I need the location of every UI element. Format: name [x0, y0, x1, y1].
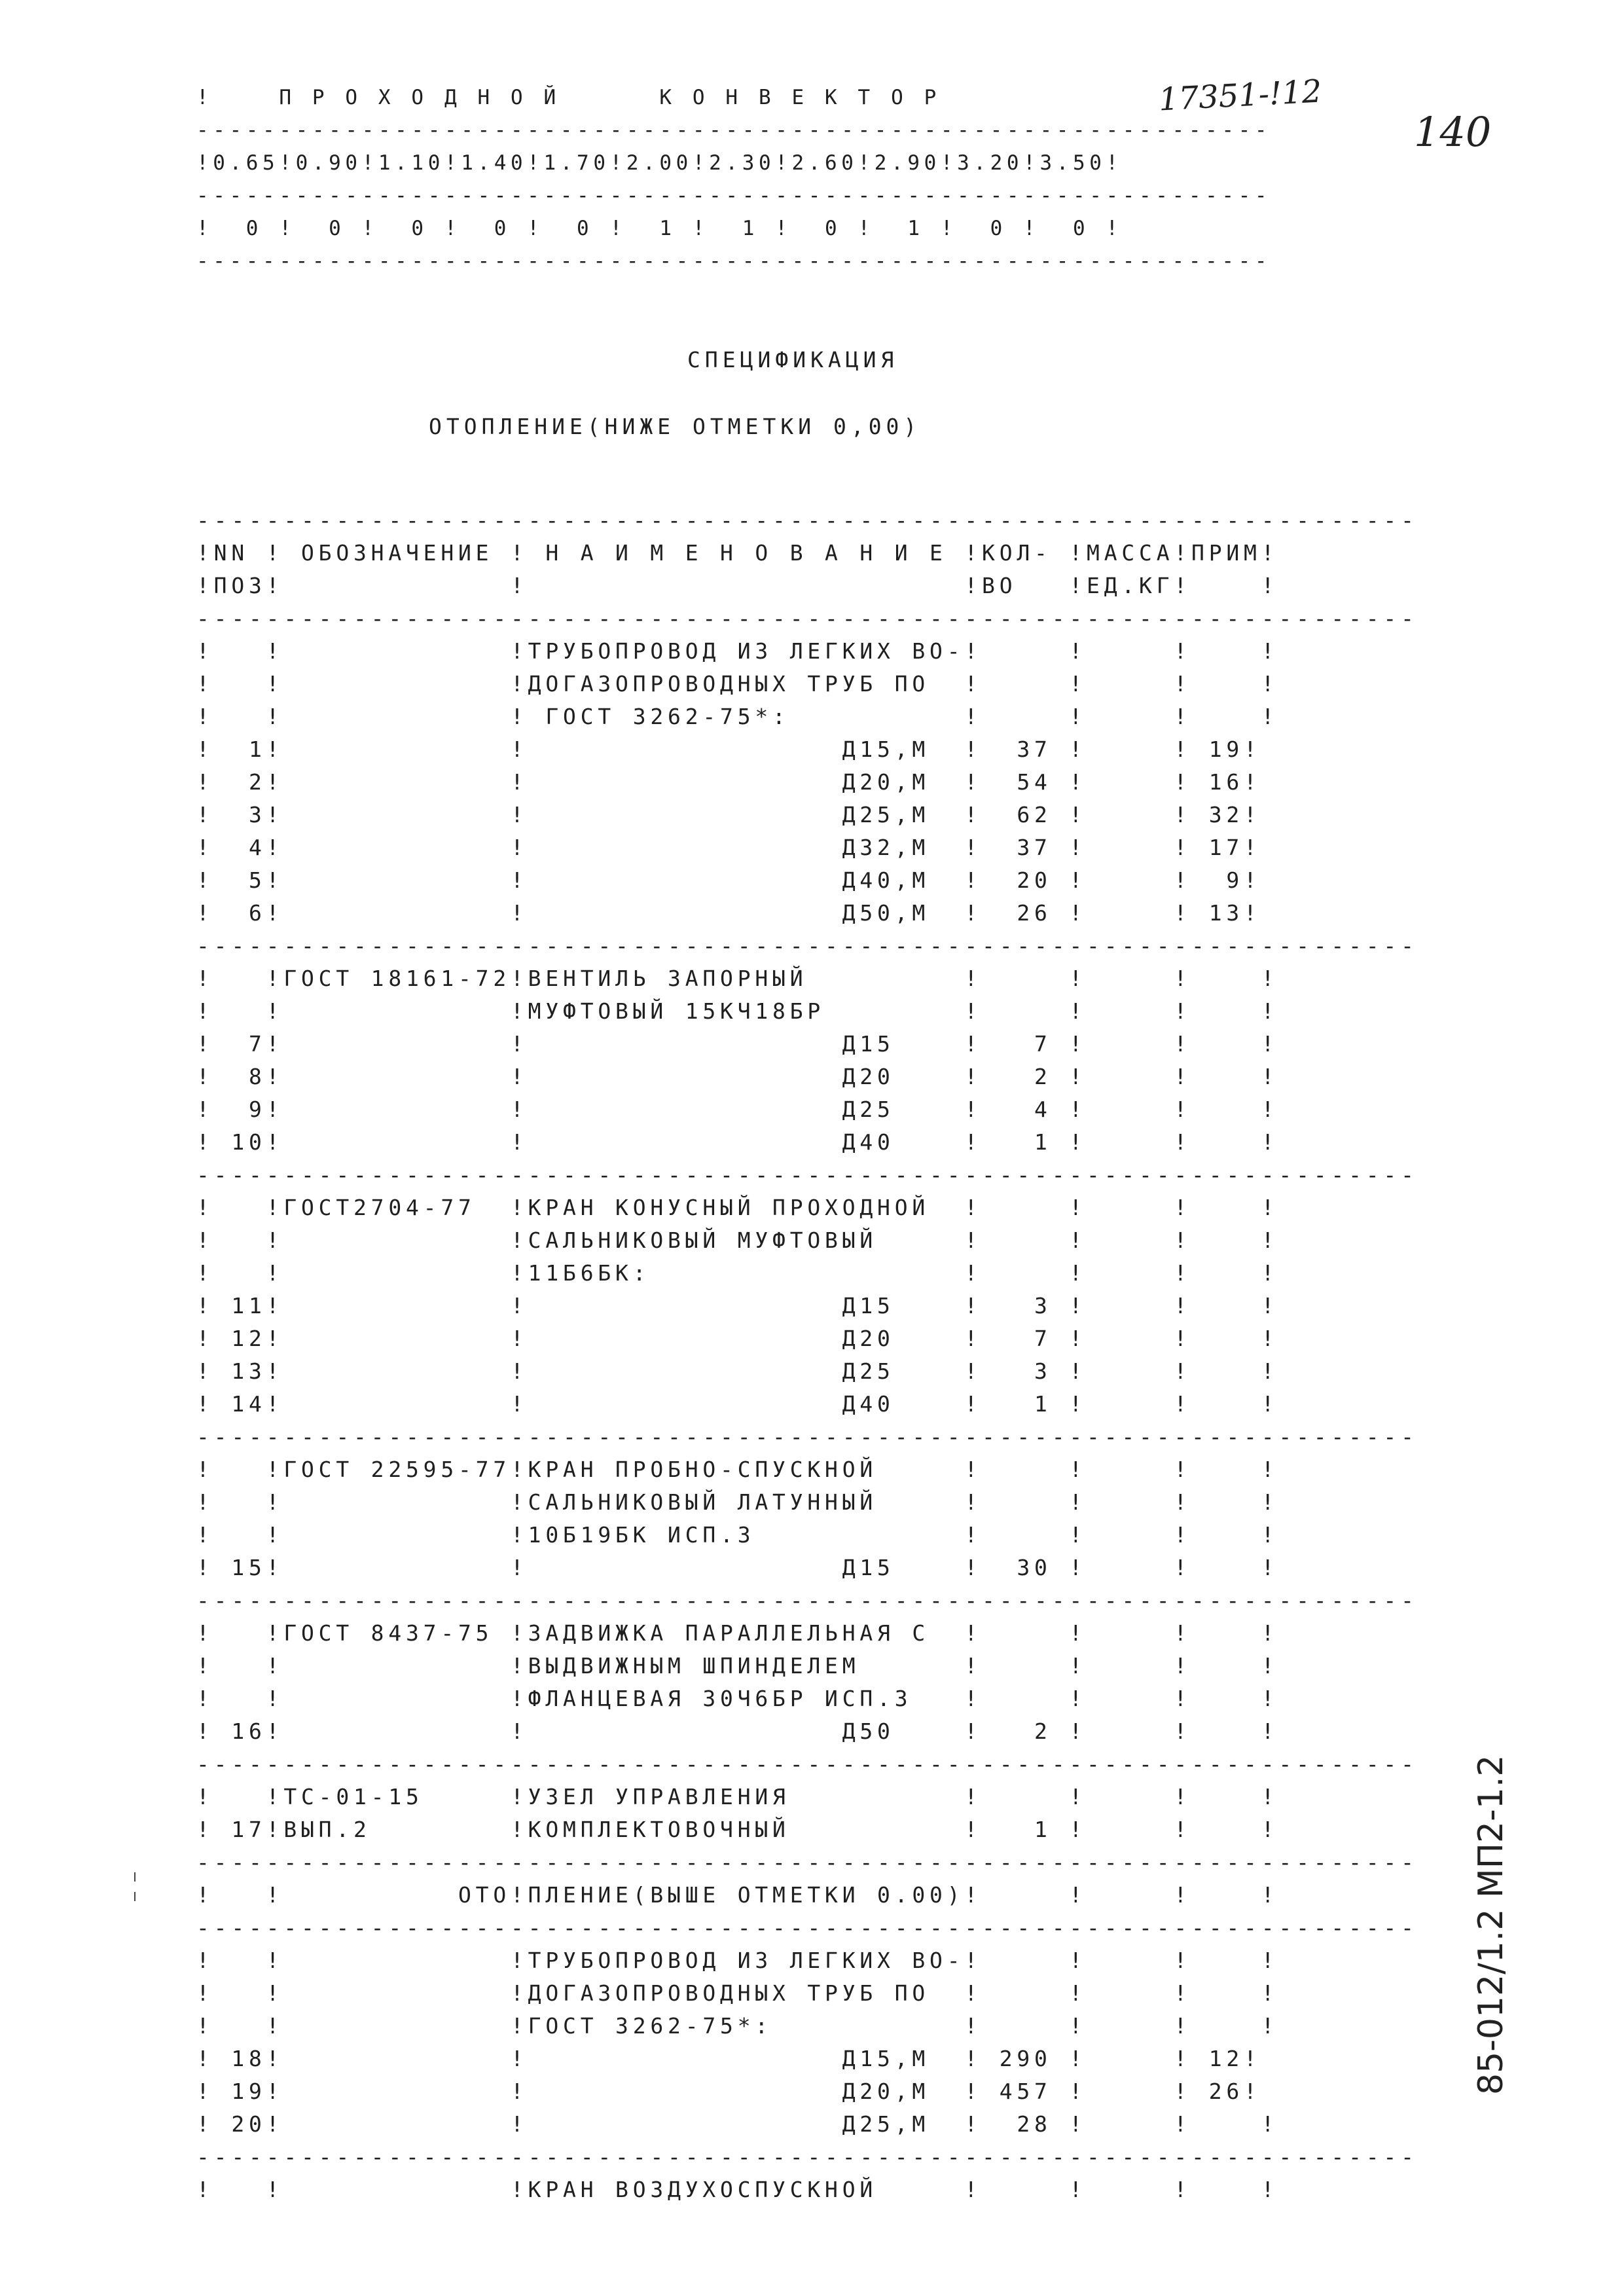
table-rule-line: ---------------------------------------------------------------------- — [196, 1162, 1418, 1188]
header-row: ! 0 ! 0 ! 0 ! 0 ! 0 ! 1 ! 1 ! 0 ! 1 ! 0 ! 0 ! — [196, 217, 1123, 240]
table-row: ! ! ! ГОСТ 3262-75*: ! ! ! ! — [196, 704, 1279, 729]
table-rule-line: ---------------------------------------------------------------------- — [196, 606, 1418, 631]
table-row: ! 7! ! Д15 ! 7 ! ! ! — [196, 1031, 1279, 1057]
table-row: !ПОЗ! ! !ВО !ЕД.КГ! ! — [196, 573, 1279, 598]
table-row: ! ! !ТРУБОПРОВОД ИЗ ЛЕГКИХ ВО-! ! ! ! — [196, 638, 1279, 664]
table-row: ! 14! ! Д40 ! 1 ! ! ! — [196, 1391, 1279, 1417]
table-row: ! ! !ВЫДВИЖНЫМ ШПИНДЕЛЕМ ! ! ! ! — [196, 1653, 1279, 1679]
table-rule-line: ---------------------------------------------------------------------- — [196, 1915, 1418, 1940]
table-row: ! ! !САЛЬНИКОВЫЙ МУФТОВЫЙ ! ! ! ! — [196, 1227, 1279, 1253]
table-row: ! 4! ! Д32,М ! 37 ! ! 17! — [196, 835, 1261, 860]
table-rule-line: ---------------------------------------------------------------------- — [196, 1424, 1418, 1449]
table-row: ! 6! ! Д50,М ! 26 ! ! 13! — [196, 900, 1261, 926]
table-row: ! !ГОСТ 22595-77!КРАН ПРОБНО-СПУСКНОЙ ! ! ! ! — [196, 1457, 1279, 1482]
table-row: ! 13! ! Д25 ! 3 ! ! ! — [196, 1358, 1279, 1384]
table-rule-line: ---------------------------------------------------------------------- — [196, 1751, 1418, 1777]
handwritten-document-code: 17351-!12 — [1157, 73, 1323, 118]
table-row: ! ! !КРАН ВОЗДУХОСПУСКНОЙ ! ! ! ! — [196, 2177, 1279, 2202]
table-rule-line: ---------------------------------------------------------------------- — [196, 1588, 1418, 1613]
specification-table — [196, 504, 1418, 2206]
table-row: ! 11! ! Д15 ! 3 ! ! ! — [196, 1293, 1279, 1318]
table-row: ! ! !ДОГАЗОПРОВОДНЫХ ТРУБ ПО ! ! ! ! — [196, 671, 1279, 697]
table-row: ! 8! ! Д20 ! 2 ! ! ! — [196, 1064, 1279, 1089]
table-row: ! 16! ! Д50 ! 2 ! ! ! — [196, 1718, 1279, 1744]
table-row: ! ! !11Б6БК: ! ! ! ! — [196, 1260, 1279, 1286]
table-row: ! 9! ! Д25 ! 4 ! ! ! — [196, 1097, 1279, 1122]
table-row: ! ! !САЛЬНИКОВЫЙ ЛАТУННЫЙ ! ! ! ! — [196, 1489, 1279, 1515]
margin-document-stamp: 85-012/1.2 МП2-1.2 — [1471, 1754, 1511, 2095]
table-row: ! 10! ! Д40 ! 1 ! ! ! — [196, 1129, 1279, 1155]
table-row: ! ! !ТРУБОПРОВОД ИЗ ЛЕГКИХ ВО-! ! ! ! — [196, 1948, 1279, 1973]
table-row: ! 20! ! Д25,М ! 28 ! ! ! — [196, 2111, 1279, 2137]
table-row: ! ! !ГОСТ 3262-75*: ! ! ! ! — [196, 2013, 1279, 2039]
table-row: ! 1! ! Д15,М ! 37 ! ! 19! — [196, 736, 1261, 762]
table-row: ! ! !10Б19БК ИСП.3 ! ! ! ! — [196, 1522, 1279, 1548]
table-row: ! !ГОСТ2704-77 !КРАН КОНУСНЫЙ ПРОХОДНОЙ ! ! ! ! — [196, 1195, 1279, 1220]
convector-header-table — [196, 81, 1271, 278]
table-row: ! 17!ВЫП.2 !КОМПЛЕКТОВОЧНЫЙ ! 1 ! ! ! — [196, 1817, 1279, 1842]
table-rule-line: ---------------------------------------------------------------------- — [196, 507, 1418, 533]
table-row: ! !ГОСТ 8437-75 !ЗАДВИЖКА ПАРАЛЛЕЛЬНАЯ С ! ! ! ! — [196, 1620, 1279, 1646]
table-row: ! 3! ! Д25,М ! 62 ! ! 32! — [196, 802, 1261, 827]
header-rule-line: ----------------------------------------------------------------- — [196, 184, 1272, 208]
table-rule-line: ---------------------------------------------------------------------- — [196, 2144, 1418, 2170]
table-row: ! 2! ! Д20,М ! 54 ! ! 16! — [196, 769, 1261, 795]
table-row: ! !ТС-01-15 !УЗЕЛ УПРАВЛЕНИЯ ! ! ! ! — [196, 1784, 1279, 1809]
specification-title: СПЕЦИФИКАЦИЯ — [687, 347, 899, 373]
table-row: !NN ! ОБОЗНАЧЕНИЕ ! Н А И М Е Н О В А Н И Е !КОЛ- !МАССА!ПРИМ! — [196, 540, 1279, 566]
table-row: ! 15! ! Д15 ! 30 ! ! ! — [196, 1555, 1279, 1580]
margin-tick — [134, 1872, 135, 1881]
table-row: ! ! !ФЛАНЦЕВАЯ 30Ч6БР ИСП.3 ! ! ! ! — [196, 1686, 1279, 1711]
header-rule-line: ----------------------------------------------------------------- — [196, 249, 1272, 273]
table-row: ! 5! ! Д40,М ! 20 ! ! 9! — [196, 867, 1261, 893]
header-row: ! П Р О Х О Д Н О Й К О Н В Е К Т О Р — [196, 86, 941, 109]
table-rule-line: ---------------------------------------------------------------------- — [196, 1849, 1418, 1875]
table-rule-line: ---------------------------------------------------------------------- — [196, 933, 1418, 958]
page-number: 140 — [1414, 108, 1492, 156]
table-row: ! !ГОСТ 18161-72!ВЕНТИЛЬ ЗАПОРНЫЙ ! ! ! ! — [196, 966, 1279, 991]
header-rule-line: ----------------------------------------------------------------- — [196, 118, 1272, 142]
table-row: ! ! !МУФТОВЫЙ 15КЧ18БР ! ! ! ! — [196, 998, 1279, 1024]
table-row: ! 18! ! Д15,М ! 290 ! ! 12! — [196, 2046, 1261, 2071]
table-row: ! 19! ! Д20,М ! 457 ! ! 26! — [196, 2079, 1261, 2104]
header-row: !0.65!0.90!1.10!1.40!1.70!2.00!2.30!2.60!2.90!3.20!3.50! — [196, 151, 1123, 175]
table-row: ! 12! ! Д20 ! 7 ! ! ! — [196, 1326, 1279, 1351]
margin-tick — [134, 1892, 135, 1901]
table-row: ! ! ОТО!ПЛЕНИЕ(ВЫШЕ ОТМЕТКИ 0.00)! ! ! ! — [196, 1882, 1279, 1908]
section-title: ОТОПЛЕНИЕ(НИЖЕ ОТМЕТКИ 0,00) — [429, 414, 922, 439]
table-row: ! ! !ДОГАЗОПРОВОДНЫХ ТРУБ ПО ! ! ! ! — [196, 1980, 1279, 2006]
